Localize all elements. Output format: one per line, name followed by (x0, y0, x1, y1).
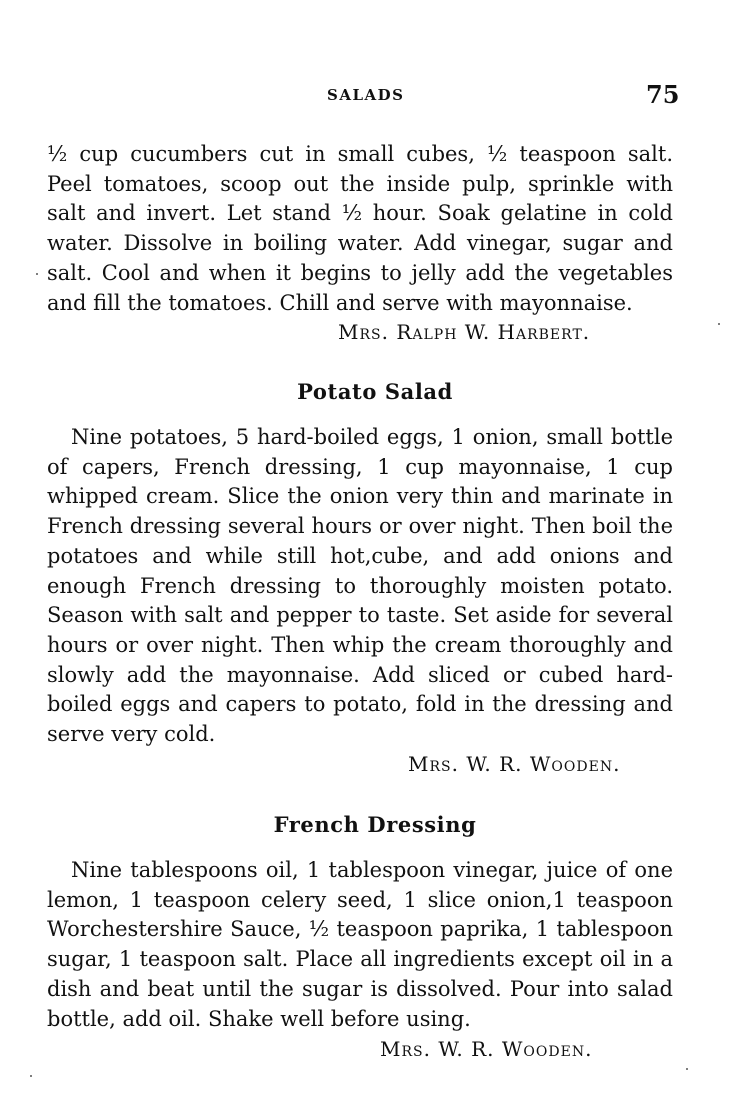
print-speck (686, 1068, 688, 1070)
continued-recipe-text: ½ cup cucumbers cut in small cubes, ½ teaspoon salt. Peel tomatoes, scoop out the inside pulp, sprinkle with salt and invert. Let stand ½ hour. Soak gelatine in cold water. Dissolve in boiling water. Add vinegar, sugar and salt. Cool and when it begins to jelly add the vegetables and fill the tomatoes. Chill and serve with mayonnaise. (47, 142, 673, 315)
page-number: 75 (646, 80, 680, 109)
print-speck (36, 273, 38, 275)
print-speck (30, 1075, 32, 1077)
potato-salad-title: Potato Salad (297, 379, 453, 404)
potato-salad-attribution: Mrs. W. R. Wooden. (408, 752, 621, 776)
potato-salad-body: Nine potatoes, 5 hard-boiled eggs, 1 onion, small bottle of capers, French dressing, 1 cup mayonnaise, 1 cup whipped cream. Slice the onion very thin and marinate in French dressing several hours or over night. Then boil the potatoes and while still hot,cube, and add onions and enough French dressing to thoroughly moisten potato. Season with salt and pepper to taste. Set aside for several hours or over night. Then whip the cream thoroughly and slowly add the mayonnaise. Add sliced or cubed hard-boiled eggs and capers to potato, fold in the dressing and serve very cold. (47, 425, 673, 747)
print-speck (718, 323, 720, 325)
french-dressing-title: French Dressing (273, 812, 477, 837)
french-dressing-attribution: Mrs. W. R. Wooden. (380, 1037, 593, 1061)
french-dressing-body: Nine tablespoons oil, 1 tablespoon vinegar, juice of one lemon, 1 teaspoon celery seed, 1 slice onion,1 teaspoon Worchestershire Sauce, ½ teaspoon paprika, 1 tablespoon sugar, 1 teaspoon salt. Place all ingredients except oil in a dish and beat until the sugar is dissolved. Pour into salad bottle, add oil. Shake well before using. (47, 858, 673, 1031)
running-title: SALADS (327, 86, 405, 104)
continued-recipe-attribution: Mrs. Ralph W. Harbert. (338, 320, 591, 344)
